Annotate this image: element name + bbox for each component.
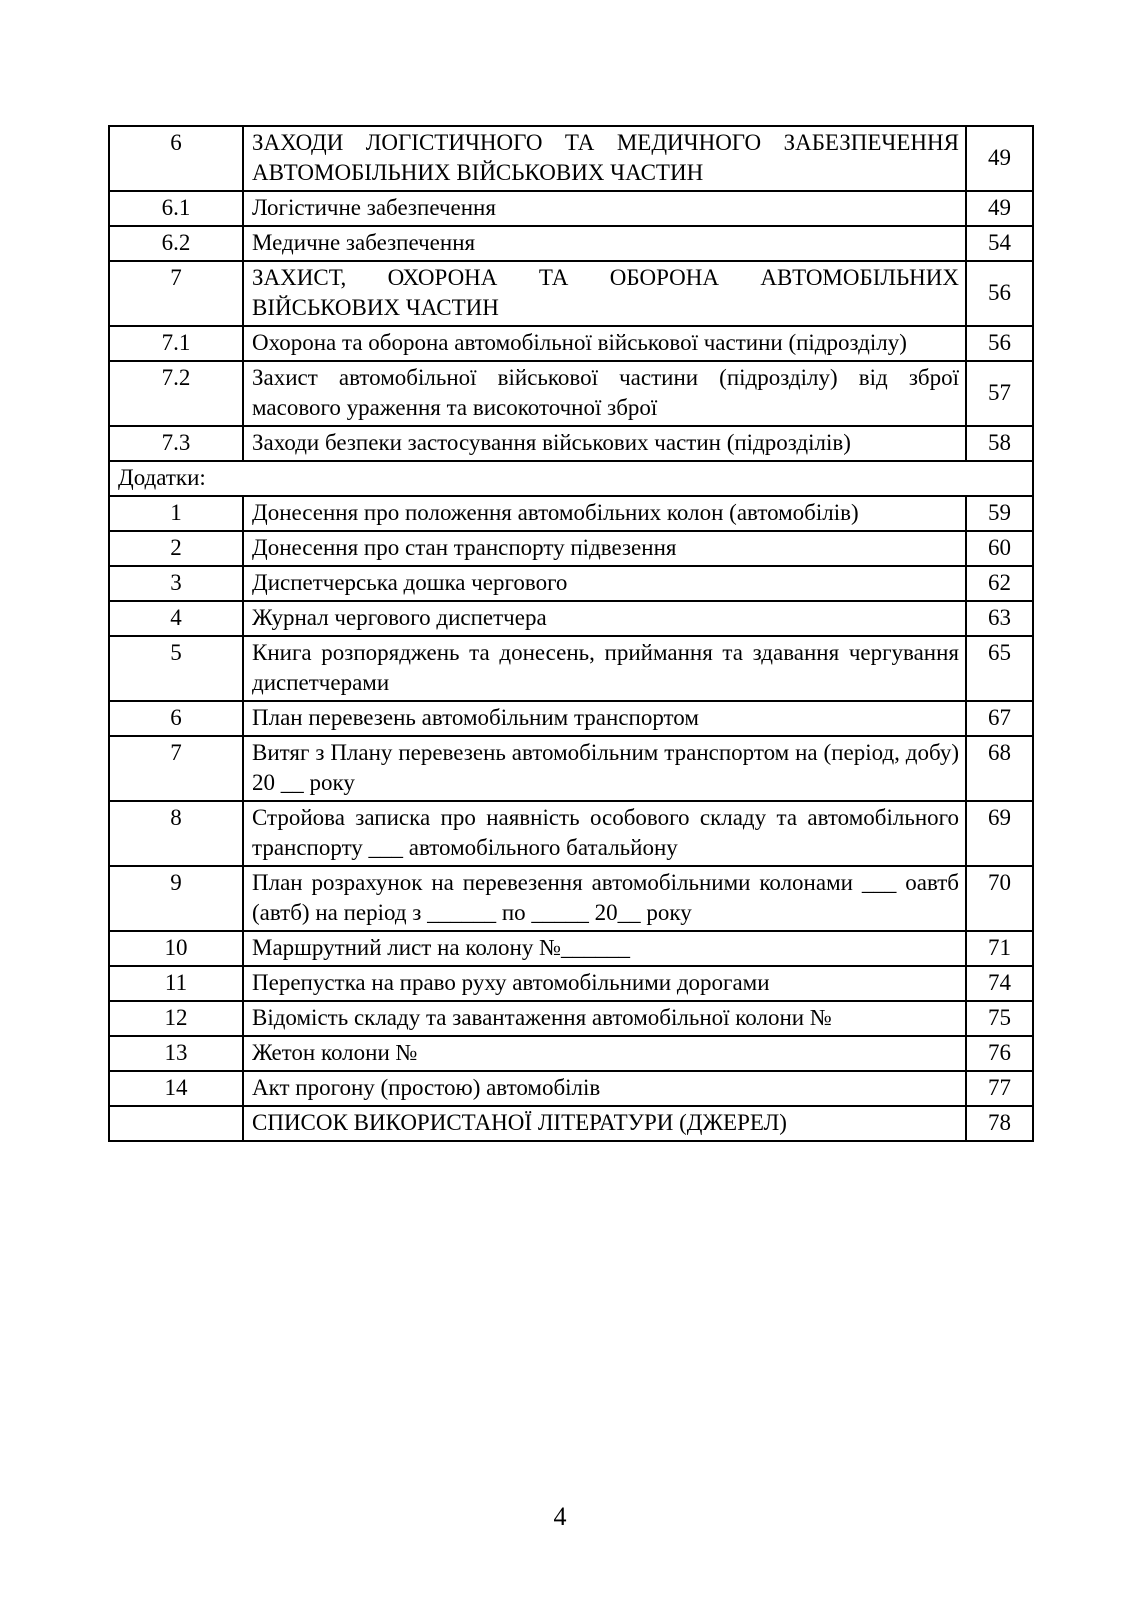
table-row	[109, 361, 1033, 426]
toc-row-number: 10	[109, 931, 243, 966]
toc-row-page: 74	[966, 966, 1033, 1001]
table-row	[109, 931, 1033, 966]
toc-table-body	[109, 126, 1033, 1141]
table-row	[109, 191, 1033, 226]
table-row	[109, 966, 1033, 1001]
toc-row-page: 67	[966, 701, 1033, 736]
toc-row-number: 9	[109, 866, 243, 931]
toc-row-number: 6.1	[109, 191, 243, 226]
table-row	[109, 496, 1033, 531]
toc-row-page: 65	[966, 636, 1033, 701]
table-row	[109, 426, 1033, 461]
toc-row-number: 6.2	[109, 226, 243, 261]
toc-row-number: 5	[109, 636, 243, 701]
toc-row-page: 57	[966, 361, 1033, 426]
toc-row-number: 7.1	[109, 326, 243, 361]
footer-page-number: 4	[553, 1502, 567, 1531]
toc-row-number: 7.3	[109, 426, 243, 461]
toc-row-number: 13	[109, 1036, 243, 1071]
toc-row-title: Витяг з Плану перевезень автомобільним транспортом на (період, добу) 20 __ року	[243, 736, 966, 801]
toc-row-number: 7.2	[109, 361, 243, 426]
toc-row-title: Жетон колони №	[243, 1036, 966, 1071]
toc-row-number	[109, 1106, 243, 1141]
toc-row-title: Маршрутний лист на колону №______	[243, 931, 966, 966]
toc-row-number: 12	[109, 1001, 243, 1036]
table-row	[109, 531, 1033, 566]
toc-row-title: Медичне забезпечення	[243, 226, 966, 261]
toc-row-title: Відомість складу та завантаження автомобільної колони №	[243, 1001, 966, 1036]
toc-row-title: ЗАХОДИ ЛОГІСТИЧНОГО ТА МЕДИЧНОГО ЗАБЕЗПЕЧЕННЯ АВТОМОБІЛЬНИХ ВІЙСЬКОВИХ ЧАСТИН	[243, 126, 966, 191]
table-row	[109, 261, 1033, 326]
toc-row-page: 75	[966, 1001, 1033, 1036]
toc-row-title: Охорона та оборона автомобільної військової частини (підрозділу)	[243, 326, 966, 361]
toc-row-number: 3	[109, 566, 243, 601]
toc-row-number: 1	[109, 496, 243, 531]
toc-row-number: 6	[109, 126, 243, 191]
toc-row-title: Перепустка на право руху автомобільними дорогами	[243, 966, 966, 1001]
table-row	[109, 601, 1033, 636]
toc-row-page: 68	[966, 736, 1033, 801]
toc-row-page: 59	[966, 496, 1033, 531]
toc-row-title: Книга розпоряджень та донесень, приймання та здавання чергування диспетчерами	[243, 636, 966, 701]
toc-row-title: Захист автомобільної військової частини (підрозділу) від зброї масового ураження та високоточної зброї	[243, 361, 966, 426]
toc-table	[108, 125, 1034, 1142]
toc-row-title: Заходи безпеки застосування військових частин (підрозділів)	[243, 426, 966, 461]
toc-row-page: 62	[966, 566, 1033, 601]
toc-row-page: 56	[966, 326, 1033, 361]
toc-row-page: 76	[966, 1036, 1033, 1071]
toc-row-page: 69	[966, 801, 1033, 866]
toc-row-title: ЗАХИСТ, ОХОРОНА ТА ОБОРОНА АВТОМОБІЛЬНИХ ВІЙСЬКОВИХ ЧАСТИН	[243, 261, 966, 326]
toc-row-page: 77	[966, 1071, 1033, 1106]
toc-row-title: Диспетчерська дошка чергового	[243, 566, 966, 601]
appendix-label: Додатки:	[109, 461, 1033, 496]
toc-row-title: СПИСОК ВИКОРИСТАНОЇ ЛІТЕРАТУРИ (ДЖЕРЕЛ)	[243, 1106, 966, 1141]
table-row	[109, 801, 1033, 866]
toc-row-number: 7	[109, 736, 243, 801]
toc-row-page: 63	[966, 601, 1033, 636]
table-row	[109, 126, 1033, 191]
table-row	[109, 1106, 1033, 1141]
toc-row-number: 11	[109, 966, 243, 1001]
table-row	[109, 866, 1033, 931]
toc-row-title: Журнал чергового диспетчера	[243, 601, 966, 636]
toc-row-page: 58	[966, 426, 1033, 461]
table-row	[109, 326, 1033, 361]
toc-row-title: Донесення про положення автомобільних колон (автомобілів)	[243, 496, 966, 531]
table-row	[109, 1071, 1033, 1106]
table-row	[109, 701, 1033, 736]
toc-row-title: Донесення про стан транспорту підвезення	[243, 531, 966, 566]
toc-row-title: План розрахунок на перевезення автомобільними колонами ___ оавтб (автб) на період з ______ по _____ 20__ року	[243, 866, 966, 931]
toc-row-number: 8	[109, 801, 243, 866]
table-row	[109, 1001, 1033, 1036]
toc-row-number: 4	[109, 601, 243, 636]
toc-row-title: План перевезень автомобільним транспортом	[243, 701, 966, 736]
toc-row-page: 78	[966, 1106, 1033, 1141]
toc-row-page: 71	[966, 931, 1033, 966]
toc-row-title: Стройова записка про наявність особового складу та автомобільного транспорту ___ автомобільного батальйону	[243, 801, 966, 866]
appendix-label-row	[109, 461, 1033, 496]
toc-row-page: 60	[966, 531, 1033, 566]
toc-row-page: 54	[966, 226, 1033, 261]
toc-row-number: 7	[109, 261, 243, 326]
table-row	[109, 226, 1033, 261]
toc-row-page: 70	[966, 866, 1033, 931]
toc-row-number: 6	[109, 701, 243, 736]
table-row	[109, 636, 1033, 701]
toc-row-title: Акт прогону (простою) автомобілів	[243, 1071, 966, 1106]
table-row	[109, 566, 1033, 601]
toc-row-title: Логістичне забезпечення	[243, 191, 966, 226]
toc-row-page: 49	[966, 126, 1033, 191]
table-row	[109, 1036, 1033, 1071]
toc-row-number: 14	[109, 1071, 243, 1106]
toc-row-page: 49	[966, 191, 1033, 226]
toc-row-number: 2	[109, 531, 243, 566]
toc-row-page: 56	[966, 261, 1033, 326]
table-row	[109, 736, 1033, 801]
